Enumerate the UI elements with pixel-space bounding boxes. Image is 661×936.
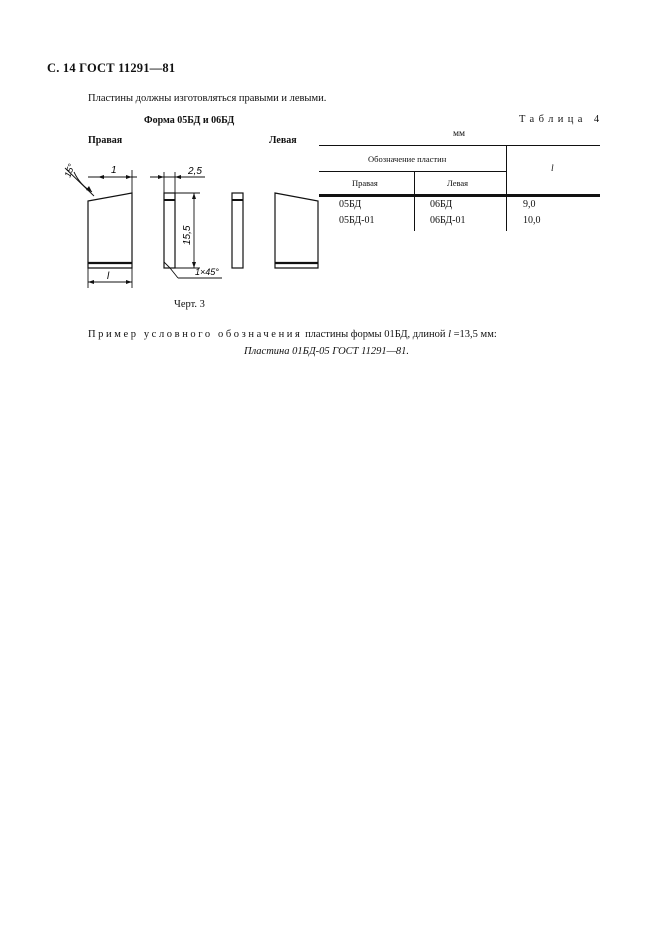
table-group-rule (319, 171, 506, 172)
dim-top-label: 1 (111, 165, 117, 176)
chamfer-leader (170, 268, 178, 278)
right-plate-side (164, 193, 175, 268)
table-col-right: Правая (352, 178, 378, 188)
table-header-rule (319, 194, 600, 197)
table-row-2-l: 10,0 (523, 215, 541, 226)
arrow-thickness-1 (158, 175, 164, 179)
label-left-plate: Левая (269, 135, 297, 146)
example-line (88, 330, 497, 341)
example-designation: Пластина 01БД-05 ГОСТ 11291—81. (244, 346, 410, 357)
table-row-1-left: 06БД (430, 199, 453, 210)
table-row-2-right: 05БД-01 (339, 215, 375, 226)
arrow-height-1 (192, 193, 196, 199)
table-title: Таблица 4 (519, 114, 604, 125)
left-plate-front (275, 193, 318, 268)
dim-height-label: 15,5 (182, 225, 193, 245)
dim-angle-label: 15° (62, 162, 77, 179)
table-units: мм (453, 129, 466, 139)
page-header: С. 14 ГОСТ 11291—81 (47, 61, 176, 75)
table-col-left: Левая (447, 178, 469, 188)
example-tail: =13,5 мм: (451, 329, 497, 340)
intro-text: Пластины должны изготовляться правыми и левыми. (88, 93, 327, 104)
dim-length-label: l (107, 271, 110, 282)
side-chamfer (164, 262, 170, 268)
label-right-plate: Правая (88, 135, 123, 146)
table-col-l: l (551, 164, 554, 174)
table-row-2-left: 06БД-01 (430, 215, 466, 226)
example-rest: пластины формы 01БД, длиной (302, 329, 449, 340)
arrow-top-1 (98, 175, 104, 179)
arrow-thickness-2 (175, 175, 181, 179)
table-group-header: Обозначение пластин (368, 154, 447, 164)
example-spaced-prefix: Пример условного обозначения (88, 329, 303, 340)
table-divider-2 (506, 146, 507, 231)
dim-chamfer-label: 1×45° (195, 267, 219, 277)
table-divider-1 (414, 171, 415, 231)
example-var: l (448, 329, 451, 340)
arrow-top-2 (126, 175, 132, 179)
right-plate-front (88, 193, 132, 268)
table-row-1-right: 05БД (339, 199, 362, 210)
table-row-1-l: 9,0 (523, 199, 536, 210)
figure-caption: Черт. 3 (174, 299, 205, 310)
arrow-length-2 (126, 280, 132, 284)
table-top-rule (319, 145, 600, 146)
dim-thickness-label: 2,5 (188, 166, 202, 177)
figure-title: Форма 05БД и 06БД (144, 115, 235, 126)
left-plate-side (232, 193, 243, 268)
arrow-length-1 (88, 280, 94, 284)
